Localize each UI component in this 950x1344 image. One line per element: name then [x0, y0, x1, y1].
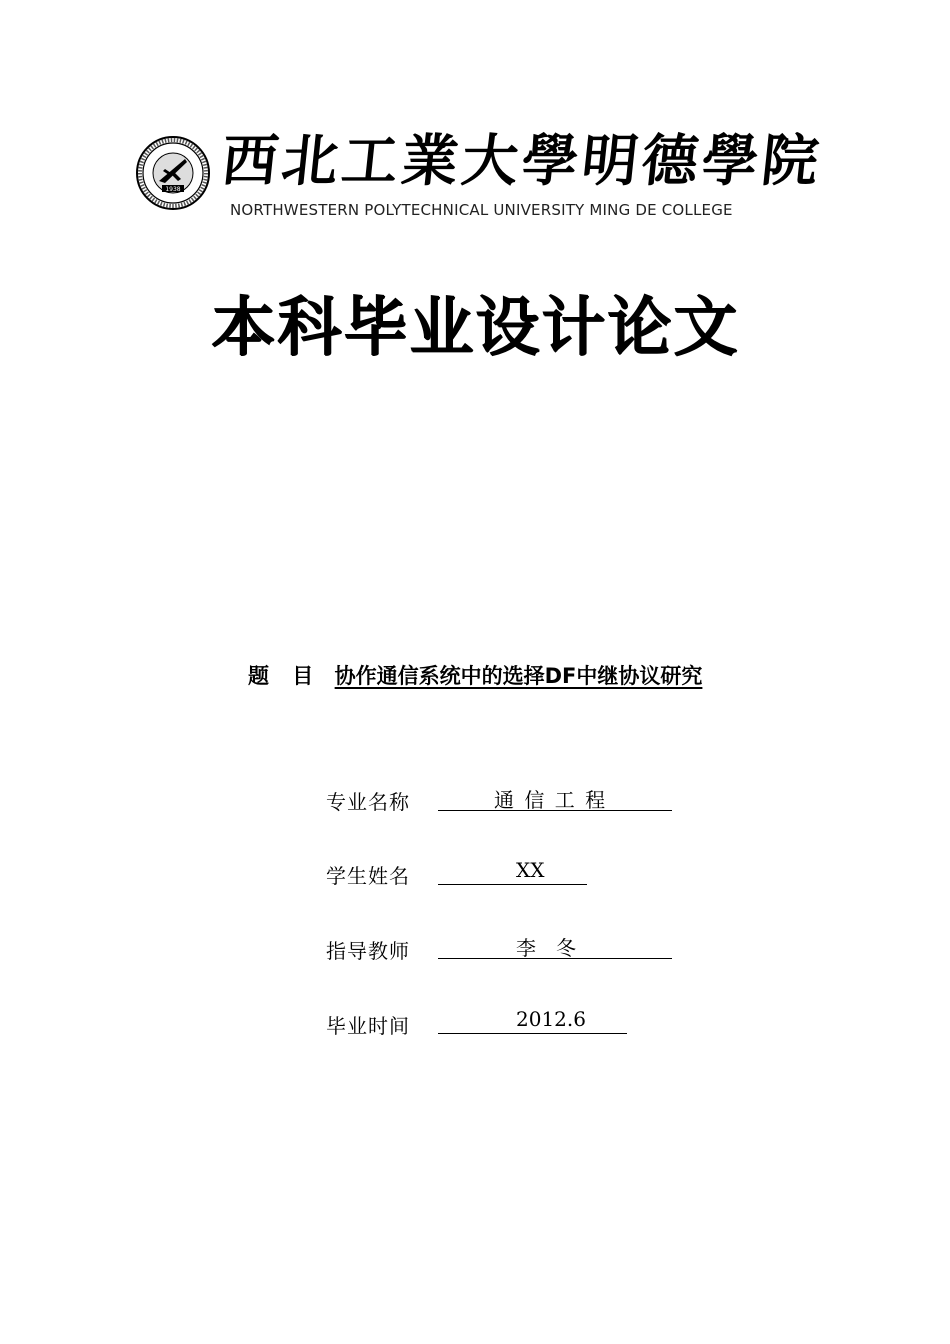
school-name-english: NORTHWESTERN POLYTECHNICAL UNIVERSITY MING DE COLLEGE: [230, 201, 733, 219]
topic-value: 协作通信系统中的选择DF中继协议研究: [334, 664, 703, 688]
major-field: [438, 784, 672, 811]
university-seal-icon: [135, 135, 211, 211]
major-label: 专业名称: [326, 790, 410, 814]
student-name-value: XX: [516, 858, 545, 882]
thesis-title: 本科毕业设计论文: [211, 291, 739, 365]
topic-row: [248, 660, 702, 690]
graduation-date-field: [438, 1007, 627, 1034]
school-name-chinese: 西北工業大學明德學院: [218, 128, 826, 194]
major-value: 通 信 工 程: [494, 788, 608, 812]
advisor-field: [438, 932, 672, 959]
svg-text:1938: 1938: [165, 186, 181, 193]
advisor-value: 李 冬: [516, 936, 576, 960]
advisor-label: 指导教师: [326, 939, 410, 963]
graduation-date-value: 2012.6: [516, 1007, 586, 1031]
student-name-field: [438, 858, 587, 885]
topic-label: 题 目: [248, 664, 322, 688]
graduation-date-label: 毕业时间: [326, 1014, 410, 1038]
student-name-label: 学生姓名: [326, 864, 410, 888]
